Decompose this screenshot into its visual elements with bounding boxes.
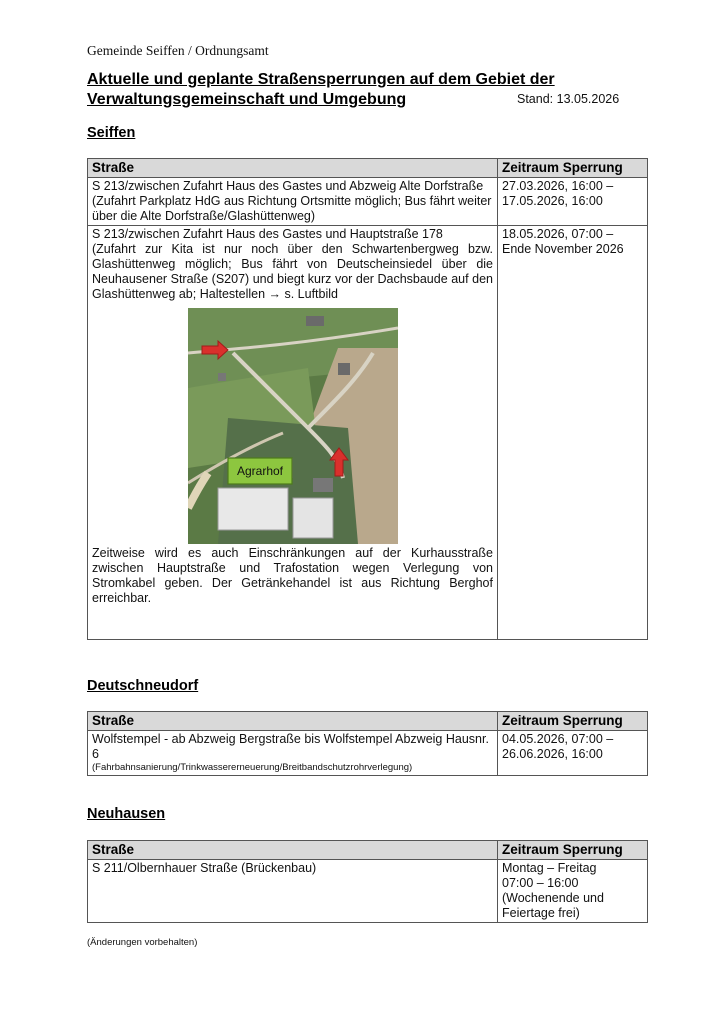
column-header-street: Straße	[88, 841, 498, 860]
column-header-street: Straße	[88, 712, 498, 731]
aerial-photo	[188, 308, 398, 544]
section-heading-deutschneudorf: Deutschneudorf	[87, 678, 199, 694]
street-cell	[88, 226, 498, 640]
section-heading-seiffen: Seiffen	[87, 125, 136, 141]
aerial-photo-container	[92, 302, 493, 546]
street-detail: (Zufahrt zur Kita ist nur noch über den Schwartenbergweg bzw. Glashüttenweg möglich; Bus fährt von Deutscheinsiedel über die Neuhausener Straße (S207) und biegt kurz vor der Dachsbaude auf den Glashüttenweg ab; Haltestellen → s. Luftbild	[92, 242, 493, 301]
street-detail: (Zufahrt Parkplatz HdG aus Richtung Ortsmitte möglich; Bus fährt weiter über die Alte Dorfstraße/Glashüttenweg)	[92, 194, 492, 223]
agrarhof-label: Agrarhof	[236, 464, 284, 478]
street-name: S 213/zwischen Zufahrt Haus des Gastes und Abzweig Alte Dorfstraße	[92, 179, 484, 193]
table-row	[88, 860, 648, 923]
period-line-3: (Wochenende und Feiertage frei)	[502, 891, 604, 920]
title-line-1: Aktuelle und geplante Straßensperrungen auf dem Gebiet der	[87, 71, 555, 88]
footer-note: (Änderungen vorbehalten)	[87, 937, 198, 948]
authority-line: Gemeinde Seiffen / Ordnungsamt	[87, 43, 269, 58]
period-line-2: 07:00 – 16:00	[502, 876, 579, 890]
street-name: Wolfstempel - ab Abzweig Bergstraße bis Wolfstempel Abzweig Hausnr. 6	[92, 732, 489, 761]
table-header-row	[88, 841, 648, 860]
title-line-2: Verwaltungsgemeinschaft und Umgebung	[87, 91, 407, 108]
period-cell: 18.05.2026, 07:00 – Ende November 2026	[498, 226, 648, 640]
column-header-street: Straße	[88, 159, 498, 178]
street-note: Zeitweise wird es auch Einschränkungen auf der Kurhausstraße zwischen Hauptstraße und Trafostation wegen Verlegung von Stromkabel geben. Der Getränkehandel ist aus Richtung Berghof erreichbar.	[92, 546, 493, 605]
street-cell: S 211/Olbernhauer Straße (Brückenbau)	[88, 860, 498, 923]
street-cell	[88, 178, 498, 226]
column-header-period: Zeitraum Sperrung	[498, 159, 648, 178]
table-row	[88, 731, 648, 776]
period-cell: 04.05.2026, 07:00 – 26.06.2026, 16:00	[498, 731, 648, 776]
closures-table-deutschneudorf	[87, 711, 648, 776]
table-header-row	[88, 159, 648, 178]
period-cell: 27.03.2026, 16:00 – 17.05.2026, 16:00	[498, 178, 648, 226]
street-name: S 213/zwischen Zufahrt Haus des Gastes und Hauptstraße 178	[92, 227, 443, 241]
stand-date: Stand: 13.05.2026	[517, 92, 620, 106]
document-title	[87, 70, 555, 110]
street-cell	[88, 731, 498, 776]
section-heading-neuhausen: Neuhausen	[87, 806, 166, 822]
table-row	[88, 226, 648, 640]
period-cell	[498, 860, 648, 923]
table-row	[88, 178, 648, 226]
period-line-1: Montag – Freitag	[502, 861, 597, 875]
column-header-period: Zeitraum Sperrung	[498, 841, 648, 860]
table-header-row	[88, 712, 648, 731]
closures-table-seiffen	[87, 158, 648, 640]
closures-table-neuhausen	[87, 840, 648, 923]
column-header-period: Zeitraum Sperrung	[498, 712, 648, 731]
street-detail: (Fahrbahnsanierung/Trinkwassererneuerung/Breitbandschutzrohrverlegung)	[92, 762, 413, 773]
